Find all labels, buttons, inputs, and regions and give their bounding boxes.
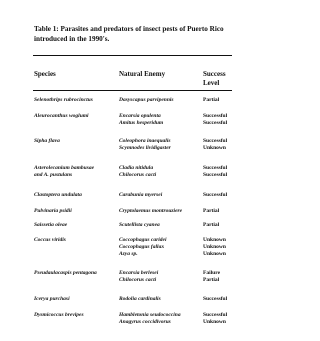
success-level: Successful <box>203 192 228 198</box>
table-row <box>33 113 233 137</box>
species-name: Selenothrips rubrocinctus <box>34 97 93 103</box>
natural-enemy-name: Chilocorus cacti <box>119 172 157 178</box>
column-header-natural-enemy: Natural Enemy <box>119 70 166 78</box>
species-cell <box>34 270 119 277</box>
column-header-success-line2: Level <box>203 79 220 87</box>
success-level: Partial <box>203 97 220 103</box>
species-name: Asterolecanium bambusae <box>34 165 95 171</box>
success-level: Successful <box>203 172 228 178</box>
species-cell <box>34 165 119 179</box>
species-name: Pulvinaria psidii <box>34 208 72 214</box>
success-level-cell <box>203 97 235 104</box>
column-header-success-line1: Success <box>203 70 226 78</box>
natural-enemy-name: Encarsia berlesei <box>119 270 159 276</box>
species-cell <box>34 208 119 215</box>
natural-enemy-cell <box>119 222 203 229</box>
species-cell <box>34 138 119 145</box>
success-level: Unknown <box>203 319 226 325</box>
species-name: and A. pustulans <box>34 172 73 178</box>
species-name: Clastoptera undulata <box>34 192 82 198</box>
header-rule <box>33 90 232 91</box>
natural-enemy-name: Coleophora inaequalis <box>119 138 171 144</box>
natural-enemy-cell <box>119 97 203 104</box>
natural-enemy-cell <box>119 208 203 215</box>
success-level: Partial <box>203 208 220 214</box>
natural-enemy-name: Amitus hesperidum <box>119 120 164 126</box>
success-level-cell <box>203 165 235 179</box>
natural-enemy-name: Cryptolaemus montrouziere <box>119 208 183 214</box>
table-caption: Table 1: Parasites and predators of insect pests of Puerto Rico introduced in the 1990's. <box>34 25 224 43</box>
success-level: Successful <box>203 312 228 318</box>
success-level-cell <box>203 208 235 215</box>
natural-enemy-name: Cladia nitidula <box>119 165 154 171</box>
top-rule <box>33 55 232 56</box>
species-cell <box>34 97 119 104</box>
natural-enemy-cell <box>119 270 203 284</box>
species-name: Aleurocanthus woglumi <box>34 113 89 119</box>
natural-enemy-name: Scymnodes lividigaster <box>119 145 171 151</box>
success-level: Unknown <box>203 251 226 257</box>
species-name: Coccus viridis <box>34 237 66 243</box>
natural-enemy-name: Scutellista cyanea <box>119 222 160 228</box>
natural-enemy-cell <box>119 192 203 199</box>
natural-enemy-name: Dasyscapus parvipennis <box>119 97 174 103</box>
success-level-cell <box>203 192 235 199</box>
natural-enemy-name: Carabunia myersei <box>119 192 163 198</box>
success-level: Failure <box>203 270 221 276</box>
species-cell <box>34 296 119 303</box>
success-level: Partial <box>203 222 220 228</box>
success-level-cell <box>203 296 235 303</box>
species-cell <box>34 312 119 319</box>
success-level: Successful <box>203 165 228 171</box>
species-cell <box>34 192 119 199</box>
species-name: Dysmicoccus brevipes <box>34 312 84 318</box>
success-level: Unknown <box>203 244 226 250</box>
species-cell <box>34 113 119 120</box>
natural-enemy-cell <box>119 237 203 258</box>
natural-enemy-cell <box>119 138 203 152</box>
success-level: Successful <box>203 120 228 126</box>
column-header-species: Species <box>34 70 56 78</box>
success-level-cell <box>203 312 235 326</box>
success-level: Partial <box>203 277 220 283</box>
species-cell <box>34 222 119 229</box>
natural-enemy-name: Coccophagus caridei <box>119 237 167 243</box>
success-level-cell <box>203 222 235 229</box>
success-level: Successful <box>203 138 228 144</box>
table-row <box>33 270 233 294</box>
success-level: Unknown <box>203 237 226 243</box>
success-level: Unknown <box>203 145 226 151</box>
success-level: Successful <box>203 113 228 119</box>
natural-enemy-cell <box>119 312 203 326</box>
natural-enemy-name: Azya sp. <box>119 251 138 257</box>
natural-enemy-name: Anagyrus coccidivorus <box>119 319 171 325</box>
natural-enemy-name: Encarsia opulenta <box>119 113 161 119</box>
species-name: Pseudaulacaspis pentagona <box>34 270 97 276</box>
success-level-cell <box>203 113 235 127</box>
species-name: Sipha flava <box>34 138 60 144</box>
success-level-cell <box>203 270 235 284</box>
species-name: Saissetia oleae <box>34 222 68 228</box>
species-name: Icerya purchasi <box>34 296 70 302</box>
column-header-success-level <box>203 70 233 88</box>
success-level-cell <box>203 138 235 152</box>
natural-enemy-name: Rodolia cardinalis <box>119 296 161 302</box>
success-level-cell <box>203 237 235 258</box>
species-cell <box>34 237 119 244</box>
table-row <box>33 165 233 189</box>
table-row <box>33 138 233 162</box>
success-level: Successful <box>203 296 228 302</box>
natural-enemy-name: Coccophagus fallax <box>119 244 165 250</box>
natural-enemy-cell <box>119 296 203 303</box>
natural-enemy-name: Chilocorus cacti <box>119 277 157 283</box>
table-row <box>33 312 233 336</box>
natural-enemy-cell <box>119 165 203 179</box>
natural-enemy-name: Hambletonia seudococcina <box>119 312 181 318</box>
natural-enemy-cell <box>119 113 203 127</box>
table-row <box>33 237 233 261</box>
